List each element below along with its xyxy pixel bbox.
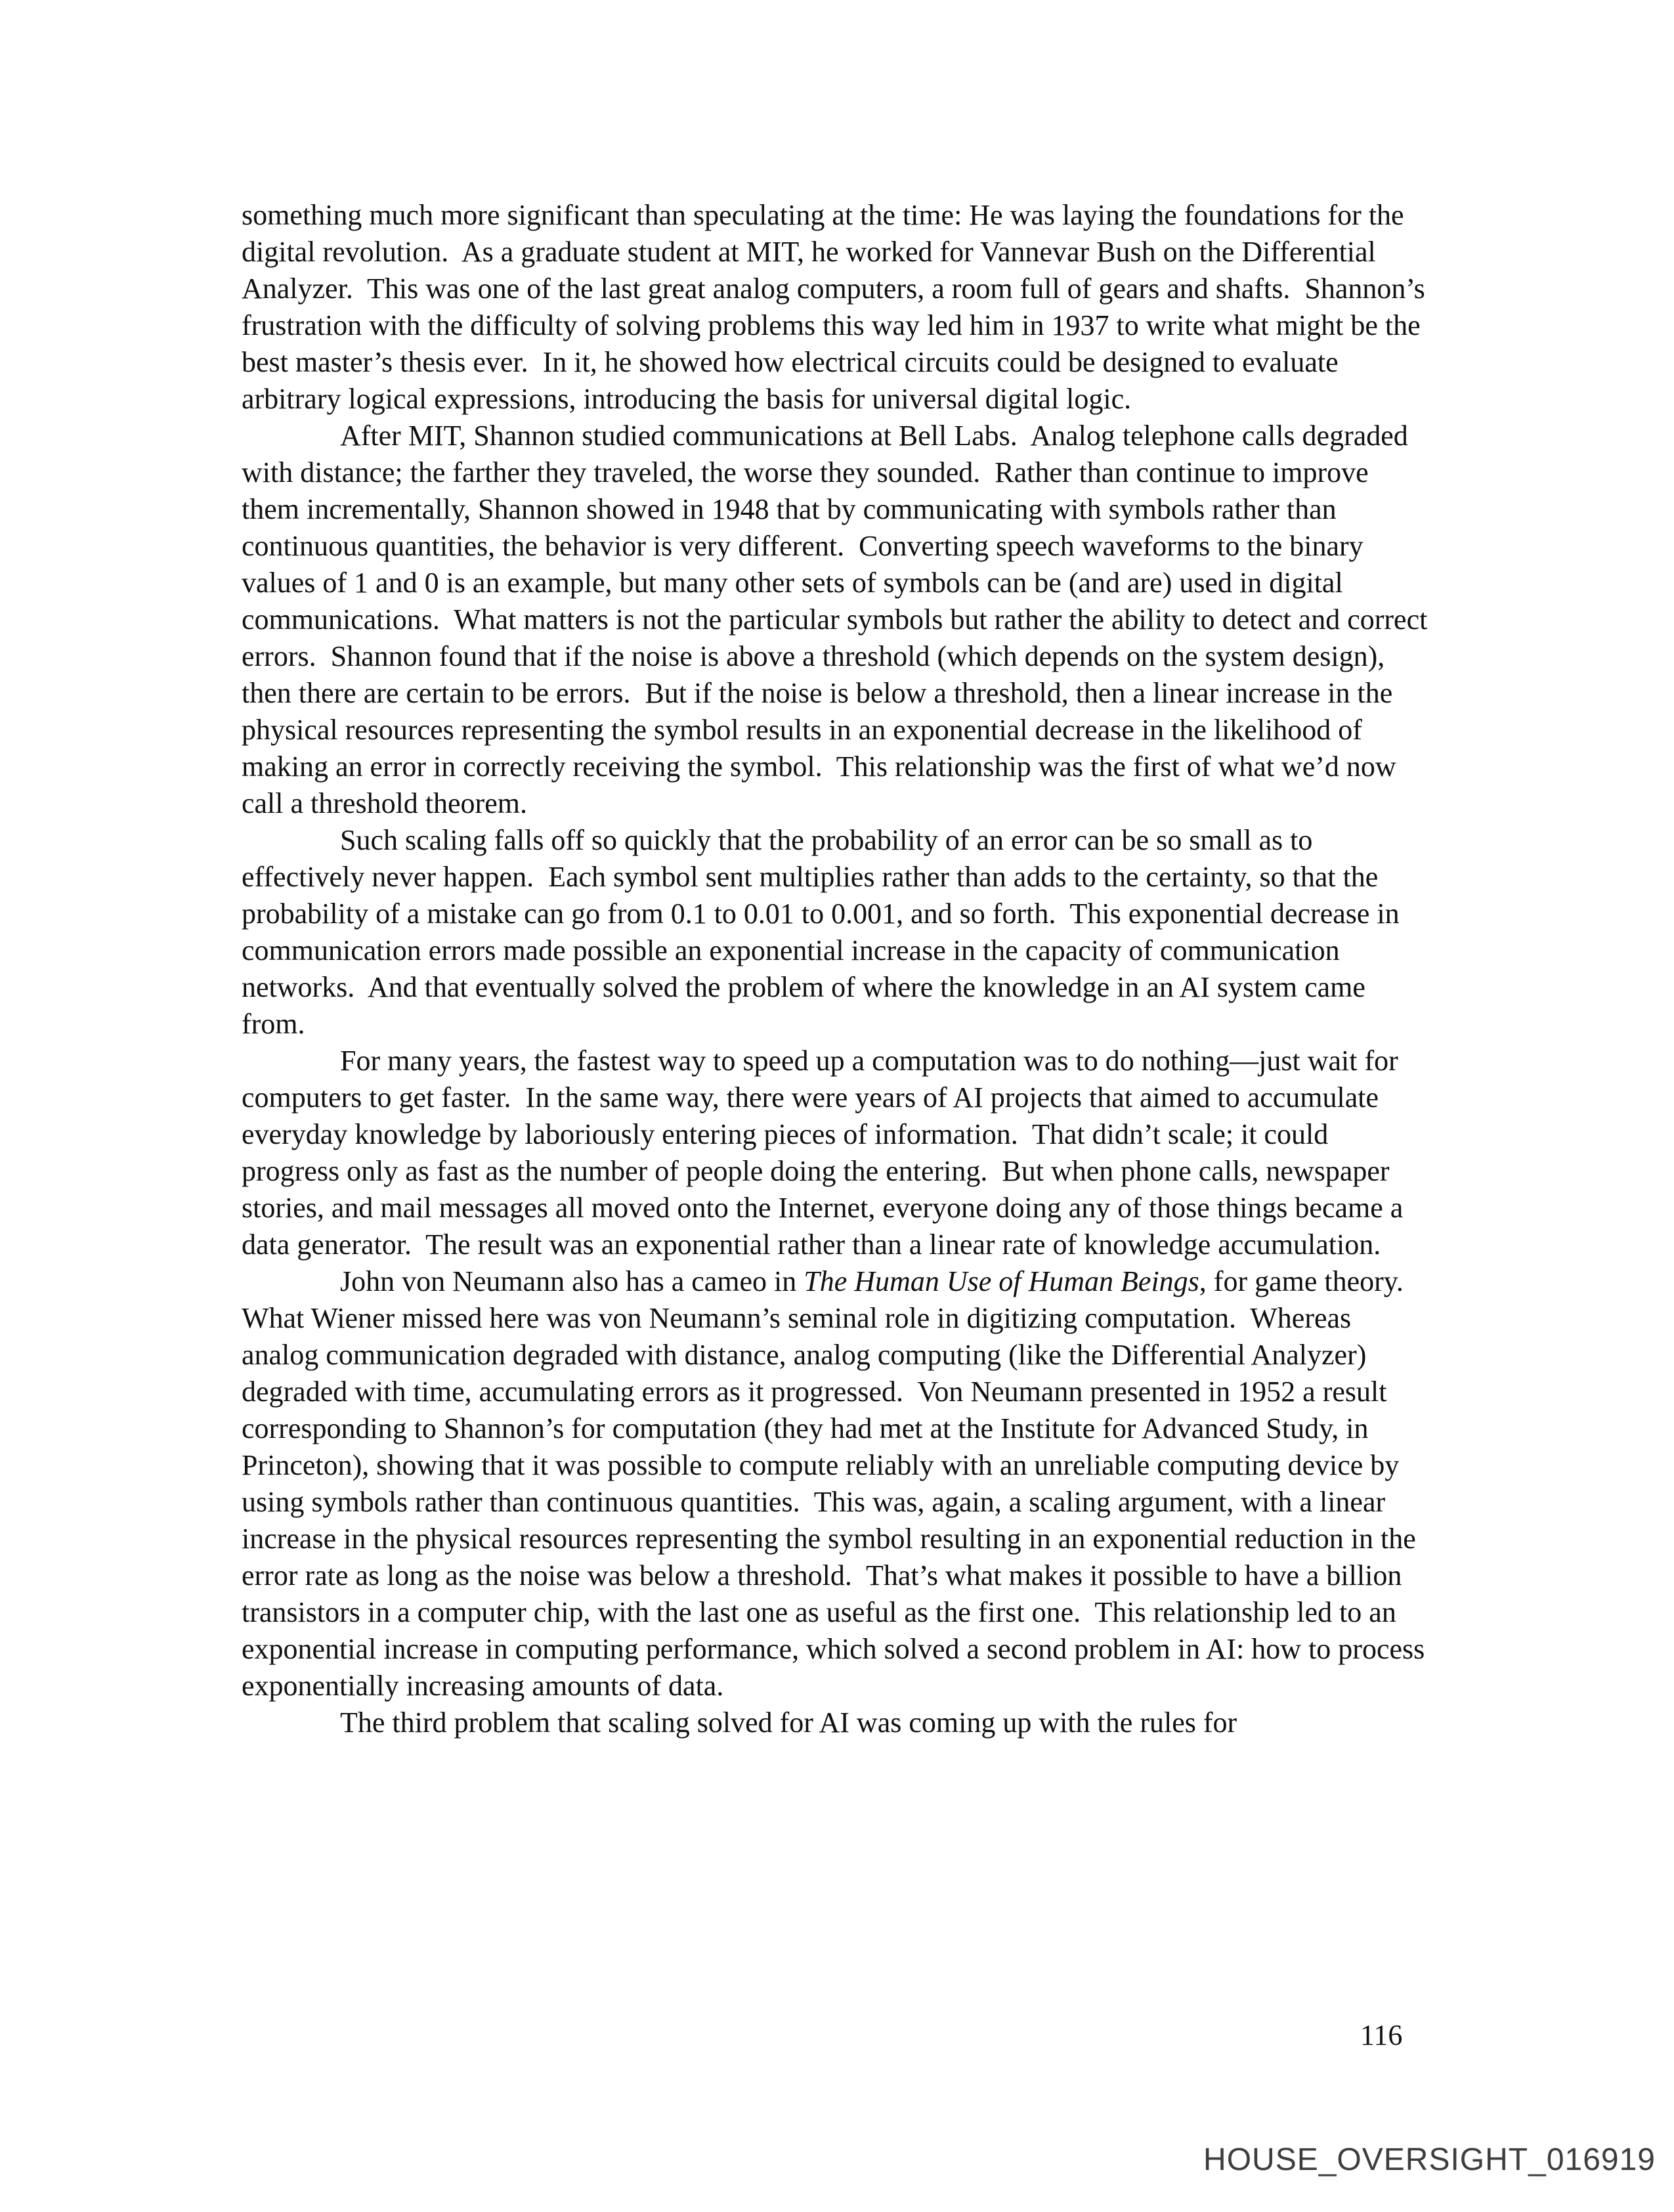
- paragraph-text: , for game theory. What Wiener missed here was von Neumann’s seminal role in digitizing computation. Whereas analog communication degraded with distance, analog computing (like the Differential Analyzer) degraded with time, accumulating errors as it progressed. Von Neumann presented in 1952 a result corresponding to Shannon’s for computation (they had met at the Institute for Advanced Study, in Princeton), showing that it was possible to compute reliably with an unreliable computing device by using symbols rather than continuous quantities. This was, again, a scaling argument, with a linear increase in the physical resources representing the symbol resulting in an exponential reduction in the error rate as long as the noise was below a threshold. That’s what makes it possible to have a billion transistors in a computer chip, with the last one as useful as the first one. This relationship led to an exponential increase in computing performance, which solved a second problem in AI: how to process exponentially increasing amounts of data.: [242, 1265, 1432, 1702]
- bates-stamp: HOUSE_OVERSIGHT_016919: [1203, 2142, 1656, 2177]
- paragraph: The third problem that scaling solved for AI was coming up with the rules for: [340, 1706, 1237, 1739]
- paragraph: Such scaling falls off so quickly that the probability of an error can be so small as to effectively never happen. Each symbol sent multiplies rather than adds to the certainty, so that the probability of a mistake can go from 0.1 to 0.01 to 0.001, and so forth. This exponential decrease in communication errors made possible an exponential increase in the capacity of communication networks. And that eventually solved the problem of where the knowledge in an AI system came from.: [242, 824, 1407, 1040]
- page-body-text: [242, 197, 1433, 1741]
- paragraph: After MIT, Shannon studied communications at Bell Labs. Analog telephone calls degraded with distance; the farther they traveled, the worse they sounded. Rather than continue to improve them incrementally, Shannon showed in 1948 that by communicating with symbols rather than continuous quantities, the behavior is very different. Converting speech waveforms to the binary values of 1 and 0 is an example, but many other sets of symbols can be (and are) used in digital communications. What matters is not the particular symbols but rather the ability to detect and correct errors. Shannon found that if the noise is above a threshold (which depends on the system design), then there are certain to be errors. But if the noise is below a threshold, then a linear increase in the physical resources representing the symbol results in an exponential decrease in the likelihood of making an error in correctly receiving the symbol. This relationship was the first of what we’d now call a threshold theorem.: [242, 420, 1435, 819]
- book-title-italic: The Human Use of Human Beings: [804, 1265, 1199, 1297]
- paragraph: [242, 1263, 1433, 1704]
- paragraph: something much more significant than speculating at the time: He was laying the foundations for the digital revolution. As a graduate student at MIT, he worked for Vannevar Bush on the Differential Analyzer. This was one of the last great analog computers, a room full of gears and shafts. Shannon’s frustration with the difficulty of solving problems this way led him in 1937 to write what might be the best master’s thesis ever. In it, he showed how electrical circuits could be designed to evaluate arbitrary logical expressions, introducing the basis for universal digital logic.: [242, 199, 1432, 415]
- paragraph: For many years, the fastest way to speed up a computation was to do nothing—just wait for computers to get faster. In the same way, there were years of AI projects that aimed to accumulate everyday knowledge by laboriously entering pieces of information. That didn’t scale; it could progress only as fast as the number of people doing the entering. But when phone calls, newspaper stories, and mail messages all moved onto the Internet, everyone doing any of those things became a data generator. The result was an exponential rather than a linear rate of knowledge accumulation.: [242, 1045, 1411, 1261]
- paragraph-text: John von Neumann also has a cameo in: [340, 1265, 804, 1297]
- page-number: 116: [1360, 2019, 1403, 2051]
